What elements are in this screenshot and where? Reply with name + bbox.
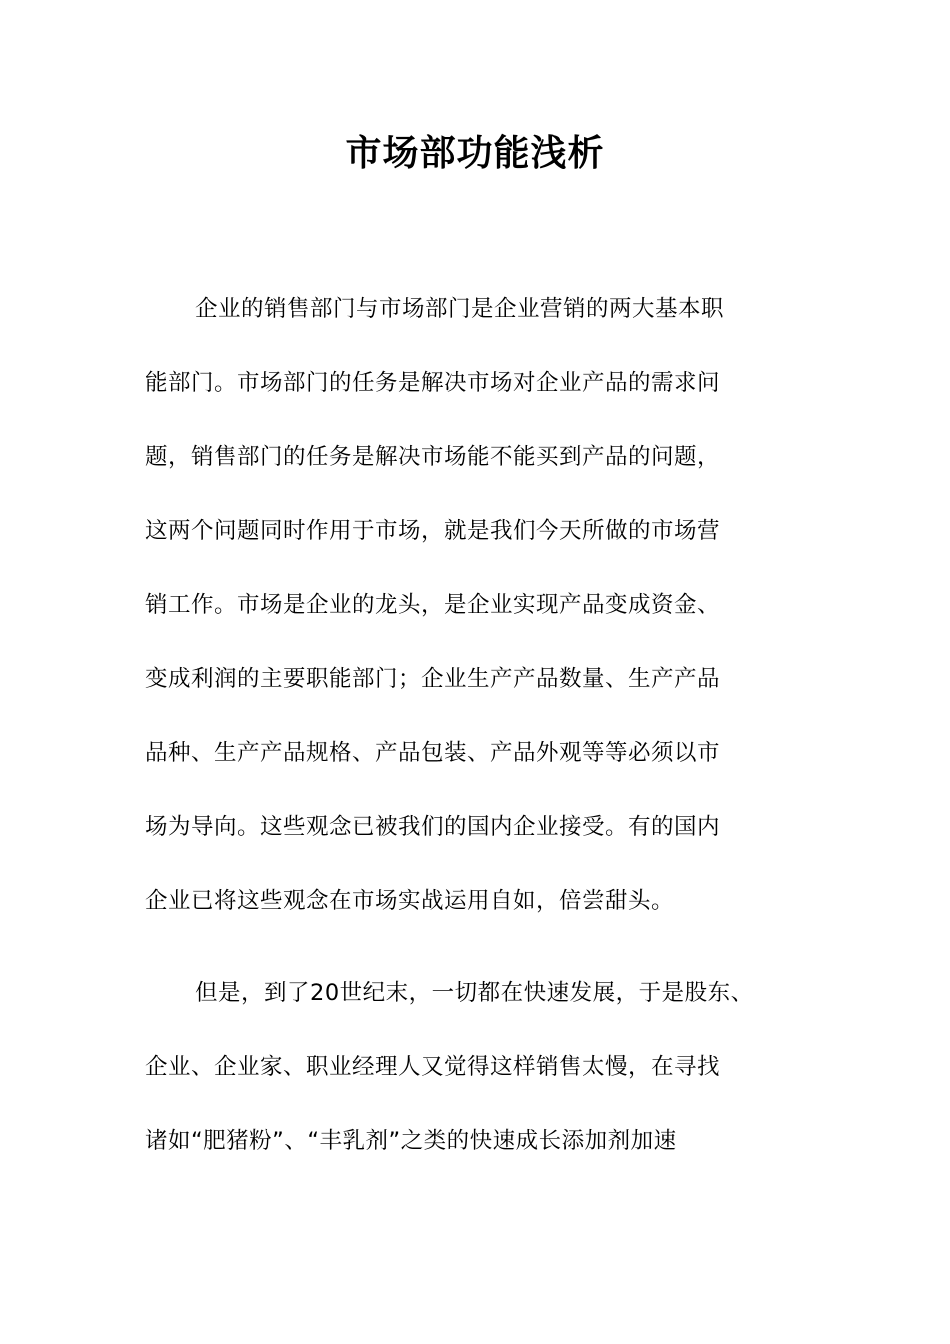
paragraph-line: 这两个问题同时作用于市场，就是我们今天所做的市场营 — [145, 518, 721, 544]
paragraph-line: 企业已将这些观念在市场实战运用自如，倍尝甜头。 — [145, 888, 675, 914]
paragraph-line: 企业、企业家、职业经理人又觉得这样销售太慢，在寻找 — [145, 1054, 721, 1080]
page-title: 市场部功能浅析 — [345, 133, 605, 174]
paragraph-line: 但是，到了20世纪末，一切都在快速发展，于是股东、 — [195, 980, 754, 1006]
paragraph-line: 场为导向。这些观念已被我们的国内企业接受。有的国内 — [145, 814, 721, 840]
paragraph-line: 诸如“肥猪粉”、“丰乳剂”之类的快速成长添加剂加速 — [145, 1128, 677, 1154]
paragraph-line: 企业的销售部门与市场部门是企业营销的两大基本职 — [195, 296, 725, 322]
paragraph-line: 品种、生产产品规格、产品包装、产品外观等等必须以市 — [145, 740, 721, 766]
paragraph-line: 能部门。市场部门的任务是解决市场对企业产品的需求问 — [145, 370, 721, 396]
paragraph-line: 题，销售部门的任务是解决市场能不能买到产品的问题， — [145, 444, 721, 470]
paragraph-line: 变成利润的主要职能部门；企业生产产品数量、生产产品 — [145, 666, 721, 692]
paragraph-line: 销工作。市场是企业的龙头，是企业实现产品变成资金、 — [145, 592, 721, 618]
